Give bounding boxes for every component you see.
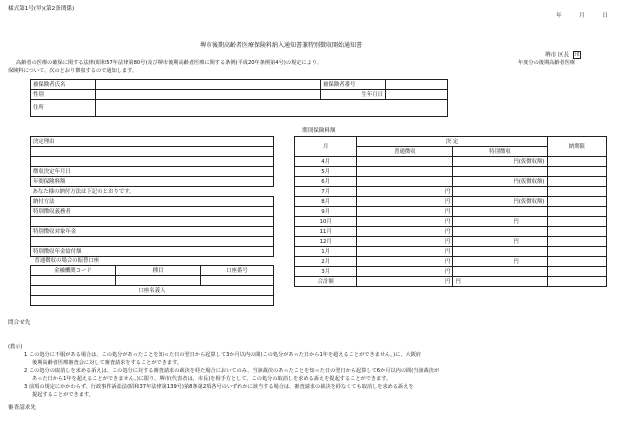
period-ordinary: 円: [357, 217, 453, 227]
special-header: 特別徴収: [453, 147, 547, 157]
form-id: 様式第1号(甲)(第2条関係): [8, 6, 75, 12]
left-info-cell: [31, 147, 274, 157]
date-year: 年: [556, 13, 562, 19]
period-month: 1月: [295, 247, 357, 257]
period-due: [547, 247, 606, 257]
left-info-row: [31, 177, 274, 187]
period-month: 12月: [295, 237, 357, 247]
left-info-row: [31, 187, 274, 197]
period-table: [294, 136, 607, 287]
period-row: [295, 197, 607, 207]
instruction-line: 2 この処分の取消しを求める訴えは、この処分に対する審査請求の裁決を経た場合においてのみ、当該裁決のあったことを知った日の翌日から起算して6か月以内の間(当該裁決が: [24, 368, 440, 374]
left-info-row: [31, 147, 274, 157]
period-month: 8月: [295, 197, 357, 207]
instruction-line: 1 この処分に不服がある場合は、この処分があったことを知った日の翌日から起算して3か月以内の間(この処分があった日から1年を超えることができません。)に、大阪府: [24, 352, 422, 358]
period-ordinary: 円: [357, 187, 453, 197]
period-month: 3月: [295, 267, 357, 277]
left-info-row: [31, 207, 274, 217]
contact-label: 問合せ先: [8, 320, 31, 326]
bank-code-label: 金融機関コード: [31, 266, 116, 276]
bank-type-value: [116, 276, 201, 286]
period-row: [295, 217, 607, 227]
left-info-cell: 徴収決定年月日: [31, 167, 274, 177]
intro-line-1-tail: 年度分の後期高齢者医療: [518, 60, 576, 66]
instruction-line: 提起することができます。: [32, 392, 94, 398]
number-value: [386, 80, 448, 90]
bank-code-value: [31, 276, 116, 286]
total-label: 合計額: [295, 277, 357, 287]
period-row: [295, 257, 607, 267]
period-special: 円(仮徴収額): [453, 197, 547, 207]
instruction-title: (教示): [8, 344, 23, 350]
left-info-cell: 決定理由: [31, 137, 274, 147]
period-due: [547, 187, 606, 197]
period-special: 円: [453, 237, 547, 247]
issuer-label: 堺市 区長: [545, 52, 570, 59]
period-due: [547, 157, 606, 167]
seal-box: [573, 51, 581, 59]
date-day: 日: [602, 13, 608, 19]
period-title: 期別保険料額: [302, 128, 336, 134]
period-month: 10月: [295, 217, 357, 227]
holder-value-row: [31, 296, 274, 306]
period-month: 5月: [295, 167, 357, 177]
bank-header: 普通徴収の場合の振替口座: [34, 257, 100, 264]
period-due: [547, 217, 606, 227]
period-due: [547, 237, 606, 247]
period-month: 6月: [295, 177, 357, 187]
total-ordinary: 円: [357, 277, 453, 287]
period-ordinary: 円: [357, 257, 453, 267]
gender-label: 性別: [31, 90, 96, 100]
period-due: [547, 177, 606, 187]
holder-row: [31, 286, 274, 296]
left-info-cell: 年間保険料額: [31, 177, 274, 187]
left-info-row: [31, 197, 274, 207]
name-value: [96, 80, 321, 90]
address-value: [96, 100, 448, 117]
period-ordinary: [357, 157, 453, 167]
bank-col-row: [31, 266, 274, 276]
month-col-header: 月: [295, 137, 357, 157]
period-ordinary: 円: [357, 247, 453, 257]
insured-row-3: [31, 100, 448, 117]
left-info-row: [31, 247, 274, 257]
left-info-row: [31, 227, 274, 237]
left-info-table: [30, 136, 274, 257]
period-due: [547, 227, 606, 237]
period-ordinary: 円: [357, 197, 453, 207]
ordinary-header: 普通徴収: [357, 147, 453, 157]
decision-header: 決 定: [357, 137, 547, 147]
period-special: [453, 227, 547, 237]
gender-value: [96, 90, 321, 100]
bank-header-row: [31, 256, 274, 266]
period-month: 9月: [295, 207, 357, 217]
address-label: 住所: [31, 100, 96, 117]
left-info-cell: 特別徴収年金給付額: [31, 247, 274, 257]
period-row: [295, 207, 607, 217]
left-info-row: [31, 157, 274, 167]
seal-label: 印: [574, 52, 580, 58]
period-due: [547, 207, 606, 217]
insured-table: [30, 79, 448, 117]
bank-type-label: 種目: [116, 266, 201, 276]
period-special: 円(仮徴収額): [453, 157, 547, 167]
holder-value: [31, 296, 274, 306]
birth-label: 生年月日: [321, 90, 386, 100]
period-row: [295, 187, 607, 197]
left-info-row: [31, 137, 274, 147]
account-number-label: 口座番号: [201, 266, 274, 276]
period-month: 4月: [295, 157, 357, 167]
period-special: [453, 207, 547, 217]
left-info-cell: 特別徴収対象年金: [31, 227, 274, 237]
name-label: 被保険者氏名: [31, 80, 96, 90]
instruction-line: あった日から1年を超えることができません。)に限り、堺市(代表者は、市長)を相手方として、この処分の取消しを求める訴えを提起することができます。: [32, 376, 392, 382]
left-info-row: [31, 237, 274, 247]
bank-table: [30, 256, 274, 306]
total-special: [453, 277, 547, 287]
period-ordinary: 円: [357, 227, 453, 237]
left-info-cell: 納付方法: [31, 197, 274, 207]
left-info-cell: [31, 237, 274, 247]
left-info-row: [31, 167, 274, 177]
period-special: 円: [453, 257, 547, 267]
period-row: [295, 227, 607, 237]
period-ordinary: 円: [357, 237, 453, 247]
total-due: [547, 277, 606, 287]
period-due: [547, 257, 606, 267]
period-row: [295, 267, 607, 277]
issuer: [545, 51, 581, 60]
number-label: 被保険者番号: [321, 80, 386, 90]
holder-label: 口座名義人: [31, 286, 274, 296]
left-info-cell: [31, 217, 274, 227]
period-special: 円: [453, 217, 547, 227]
left-info-cell: あなた様の納付方法は下記のとおりです。: [31, 187, 274, 197]
period-due: [547, 197, 606, 207]
insured-row-1: [31, 80, 448, 90]
intro-line-2: 保険料について、次のとおり徴収するので通知します。: [8, 68, 138, 74]
date-line: [556, 13, 608, 20]
period-ordinary: 円: [357, 207, 453, 217]
instruction-line: 3 前項の規定にかかわらず、行政事件訴訟法(昭和37年法律第139号)第8条第2項各号のいずれかに該当する場合は、審査請求の裁決を経なくても取消しを求める訴えを: [24, 384, 414, 390]
intro-line-1: 高齢者の医療の確保に関する法律(昭和57年法律第80号)及び堺市後期高齢者医療に関する条例(平成20年条例第4号)の規定により、: [16, 60, 323, 66]
date-month: 月: [579, 13, 585, 19]
period-head-1: [295, 137, 607, 147]
examiner-label: 審査請求先: [8, 405, 36, 411]
period-row: [295, 167, 607, 177]
period-due: [547, 267, 606, 277]
period-special: 円(仮徴収額): [453, 177, 547, 187]
period-month: 2月: [295, 257, 357, 267]
period-ordinary: 円: [357, 267, 453, 277]
period-special: [453, 167, 547, 177]
account-number-value: [201, 276, 274, 286]
insured-row-2: [31, 90, 448, 100]
period-ordinary: [357, 177, 453, 187]
due-date-header: 納期限: [547, 137, 606, 157]
bank-value-row: [31, 276, 274, 286]
period-month: 11月: [295, 227, 357, 237]
period-row: [295, 247, 607, 257]
total-row: [295, 277, 607, 287]
period-month: 7月: [295, 187, 357, 197]
period-due: [547, 167, 606, 177]
period-ordinary: [357, 167, 453, 177]
instruction-line: 後期高齢者医療審査会に対して審査請求をすることができます。: [32, 360, 183, 366]
period-special: [453, 267, 547, 277]
birth-value: [386, 90, 448, 100]
left-info-cell: [31, 157, 274, 167]
period-special: [453, 247, 547, 257]
left-info-row: [31, 217, 274, 227]
period-row: [295, 237, 607, 247]
total-special-yen: 円: [455, 278, 461, 285]
period-special: [453, 187, 547, 197]
document-title: 堺市後期高齢者医療保険料納入通知書兼特別徴収開始通知書: [200, 42, 363, 49]
left-info-cell: 特別徴収義務者: [31, 207, 274, 217]
period-row: [295, 157, 607, 167]
period-row: [295, 177, 607, 187]
